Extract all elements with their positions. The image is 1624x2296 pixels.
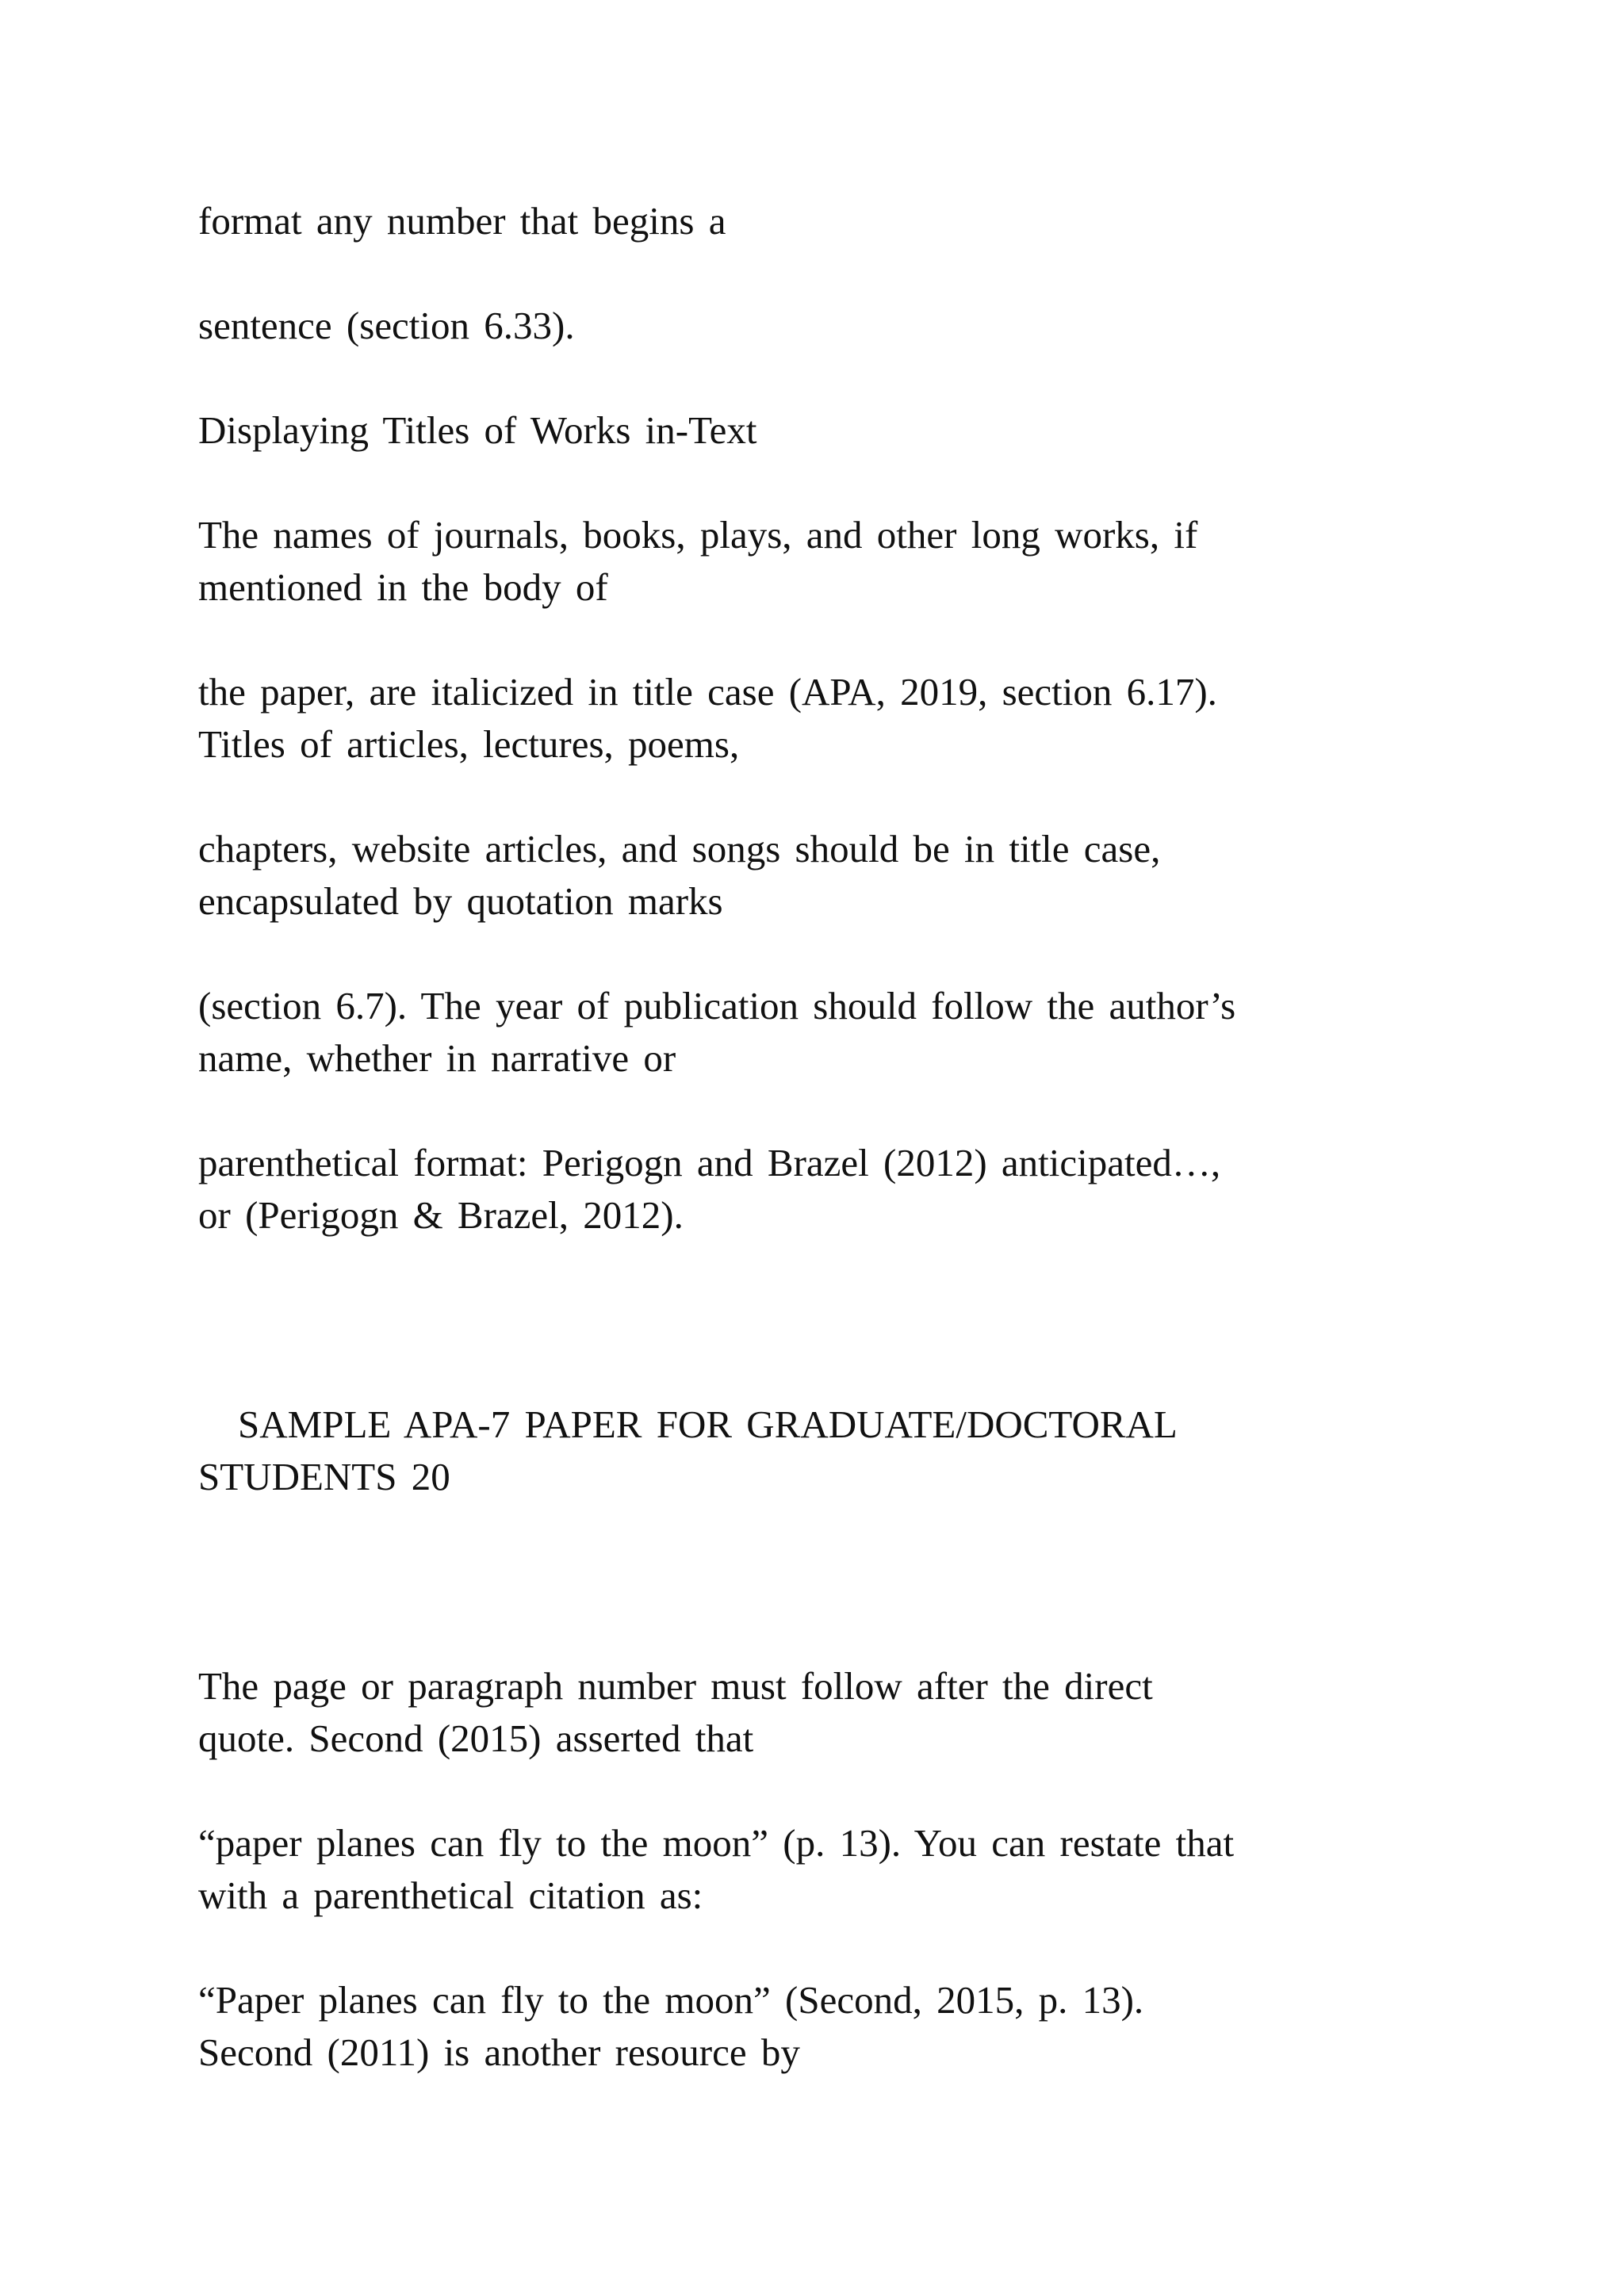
section-heading: Displaying Titles of Works in-Text: [198, 408, 757, 452]
text-line: (section 6.7). The year of publication should follow the author’s: [198, 984, 1236, 1027]
text-line: The names of journals, books, plays, and other long works, if: [198, 513, 1198, 557]
text-line: or (Perigogn & Brazel, 2012).: [198, 1193, 684, 1237]
text-line: parenthetical format: Perigogn and Brazel (2012) anticipated…,: [198, 1141, 1221, 1184]
text-line: “paper planes can fly to the moon” (p. 13). You can restate that: [198, 1821, 1235, 1865]
text-line: chapters, website articles, and songs should be in title case,: [198, 827, 1161, 871]
text-line: with a parenthetical citation as:: [198, 1873, 703, 1917]
text-line: The page or paragraph number must follow after the direct: [198, 1664, 1153, 1708]
text-line: Second (2011) is another resource by: [198, 2030, 800, 2074]
text-line: quote. Second (2015) asserted that: [198, 1716, 754, 1760]
text-line: “Paper planes can fly to the moon” (Second, 2015, p. 13).: [198, 1978, 1144, 2022]
text-line: sentence (section 6.33).: [198, 304, 575, 347]
text-line: format any number that begins a: [198, 199, 726, 243]
running-header-page-number: STUDENTS 20: [198, 1455, 450, 1498]
text-line: encapsulated by quotation marks: [198, 879, 723, 923]
running-header: SAMPLE APA-7 PAPER FOR GRADUATE/DOCTORAL: [238, 1402, 1178, 1446]
text-line: name, whether in narrative or: [198, 1036, 676, 1080]
text-line: Titles of articles, lectures, poems,: [198, 722, 740, 766]
text-line: mentioned in the body of: [198, 565, 608, 609]
text-line: the paper, are italicized in title case (APA, 2019, section 6.17).: [198, 670, 1217, 714]
